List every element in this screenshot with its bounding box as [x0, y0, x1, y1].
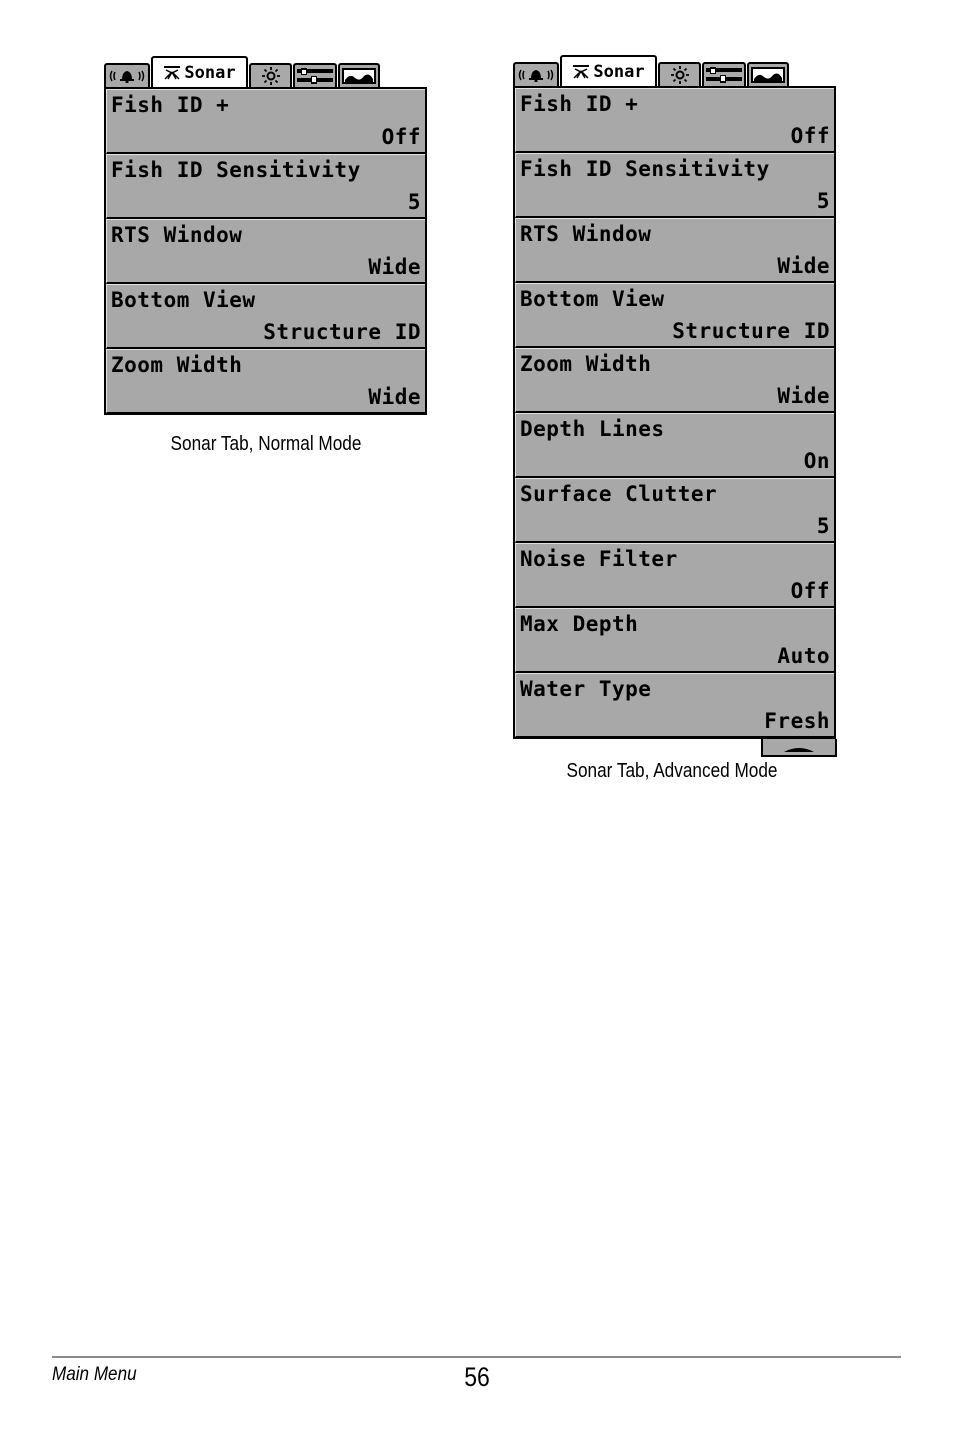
- menu-item-label: Depth Lines: [520, 417, 665, 441]
- tab-setup[interactable]: [293, 63, 337, 87]
- footer-section-title: Main Menu: [52, 1364, 137, 1385]
- menu-item-value: Off: [381, 125, 421, 149]
- menu-item-value: 5: [816, 514, 830, 538]
- menu-item-label: Fish ID Sensitivity: [111, 158, 361, 182]
- sonar-icon: [572, 65, 590, 79]
- menu-item-value: Fresh: [764, 709, 830, 733]
- menu-item-rts-window[interactable]: [106, 219, 425, 284]
- menu-item-label: Bottom View: [111, 288, 256, 312]
- menu-item-value: Wide: [777, 254, 830, 278]
- tab-sun[interactable]: [249, 63, 292, 87]
- menu-item-label: Fish ID Sensitivity: [520, 157, 770, 181]
- menu-item-fish-id-sensitivity[interactable]: [515, 153, 834, 218]
- menu-item-value: Wide: [368, 255, 421, 279]
- menu-item-max-depth[interactable]: [515, 608, 834, 673]
- page-number: 56: [464, 1362, 490, 1392]
- tab-sonar-label: Sonar: [184, 62, 236, 83]
- menu-item-zoom-width[interactable]: [106, 349, 425, 413]
- sonar-tab-normal-mode-screen: [104, 56, 428, 415]
- sonar-icon: [163, 66, 181, 80]
- menu-item-value: 5: [407, 190, 421, 214]
- tab-sonar-label: Sonar: [593, 61, 645, 82]
- figure-caption-advanced: Sonar Tab, Advanced Mode: [566, 760, 778, 782]
- tab-alarms[interactable]: [513, 62, 559, 86]
- menu-item-value: Wide: [777, 384, 830, 408]
- menu-tab-bar: [513, 55, 837, 86]
- menu-item-water-type[interactable]: [515, 673, 834, 737]
- menu-item-value: Structure ID: [672, 319, 830, 343]
- menu-item-value: Off: [790, 124, 830, 148]
- tab-setup[interactable]: [702, 62, 746, 86]
- menu-list: [104, 87, 427, 415]
- menu-item-value: 5: [816, 189, 830, 213]
- menu-item-fish-id-plus[interactable]: [515, 88, 834, 153]
- menu-list: [513, 86, 836, 739]
- view-icon: [342, 68, 376, 84]
- menu-item-label: Noise Filter: [520, 547, 678, 571]
- tab-sonar[interactable]: [151, 56, 248, 87]
- menu-item-label: RTS Window: [111, 223, 243, 247]
- menu-item-zoom-width[interactable]: [515, 348, 834, 413]
- menu-item-value: Off: [790, 579, 830, 603]
- menu-item-depth-lines[interactable]: [515, 413, 834, 478]
- menu-tab-bar: [104, 56, 428, 87]
- menu-item-label: RTS Window: [520, 222, 652, 246]
- up-arrow-icon: [782, 738, 816, 757]
- menu-item-label: Fish ID +: [111, 93, 230, 117]
- menu-item-surface-clutter[interactable]: [515, 478, 834, 543]
- menu-item-label: Max Depth: [520, 612, 639, 636]
- menu-item-rts-window[interactable]: [515, 218, 834, 283]
- menu-item-label: Water Type: [520, 677, 652, 701]
- figure-caption-normal: Sonar Tab, Normal Mode: [170, 433, 362, 455]
- alarm-bell-icon: [109, 69, 145, 83]
- sonar-tab-advanced-mode-screen: [513, 55, 837, 739]
- menu-item-label: Bottom View: [520, 287, 665, 311]
- menu-item-value: On: [803, 449, 830, 473]
- setup-sliders-icon: [297, 68, 333, 84]
- view-icon: [751, 67, 785, 83]
- menu-item-value: Structure ID: [263, 320, 421, 344]
- menu-item-noise-filter[interactable]: [515, 543, 834, 608]
- menu-item-label: Surface Clutter: [520, 482, 718, 506]
- tab-views[interactable]: [747, 62, 789, 86]
- menu-item-label: Fish ID +: [520, 92, 639, 116]
- sun-icon: [261, 67, 281, 85]
- footer-divider: [52, 1356, 901, 1358]
- menu-item-fish-id-sensitivity[interactable]: [106, 154, 425, 219]
- tab-views[interactable]: [338, 63, 380, 87]
- scroll-up-indicator[interactable]: [761, 739, 837, 757]
- setup-sliders-icon: [706, 67, 742, 83]
- menu-item-value: Wide: [368, 385, 421, 409]
- sun-icon: [670, 66, 690, 84]
- tab-sonar[interactable]: [560, 55, 657, 86]
- tab-alarms[interactable]: [104, 63, 150, 87]
- menu-item-label: Zoom Width: [520, 352, 652, 376]
- menu-item-fish-id-plus[interactable]: [106, 89, 425, 154]
- menu-item-bottom-view[interactable]: [515, 283, 834, 348]
- tab-sun[interactable]: [658, 62, 701, 86]
- menu-item-value: Auto: [777, 644, 830, 668]
- menu-item-label: Zoom Width: [111, 353, 243, 377]
- alarm-bell-icon: [518, 68, 554, 82]
- menu-item-bottom-view[interactable]: [106, 284, 425, 349]
